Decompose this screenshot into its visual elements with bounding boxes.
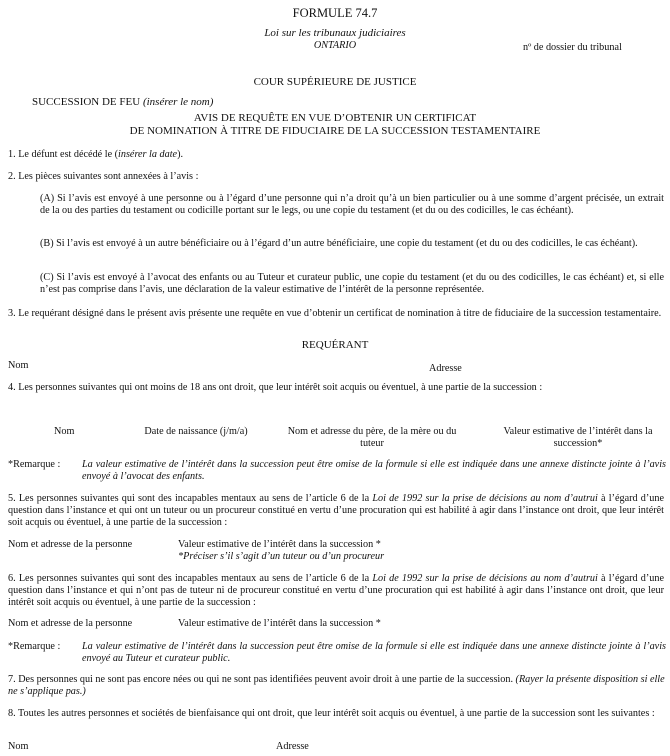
court-name: COUR SUPÉRIEURE DE JUSTICE [253,76,417,88]
item-5-col-name: Nom et adresse de la personne [8,539,133,550]
province: ONTARIO [313,40,357,51]
doc-title-line-2: DE NOMINATION À TITRE DE FIDUCIAIRE DE LA SUCCESSION TESTAMENTAIRE [129,125,541,137]
remark-2-text: La valeur estimative de l’intérêt dans la succession peut être omise de la formule si elle est indiquée dans une annexe distincte jointe à l’avis envoyé au Tuteur et curateur public. [82,641,666,664]
item-1-end: ). [177,149,184,160]
court-file-number-label: nº de dossier du tribunal [523,42,622,53]
estate-label: SUCCESSION DE FEU [32,96,143,108]
applicant-heading: REQUÉRANT [301,339,369,351]
estate-line [32,96,213,109]
minors-col-parents: Nom et adresse du père, de la mère ou du tuteur [287,426,457,449]
item-7 [8,674,668,698]
item-1-hint: insérer la date [118,149,178,160]
item-1-text: 1. Le défunt est décédé le ( [8,149,119,160]
item-8: 8. Toutes les autres personnes et sociétés de bienfaisance qui ont droit, que leur intérêt soit acquis ou éventuel, à une partie de la succession sont les suivantes : [8,708,655,719]
item-2b: (B) Si l’avis est envoyé à un autre bénéficiaire ou à l’égard d’un autre bénéficiaire, une copie du testament (et du ou des codicilles, le cas échéant). [40,238,638,249]
item-5-col-value: Valeur estimative de l’intérêt dans la succession * [178,539,381,550]
others-address-label: Adresse [276,741,309,752]
applicant-name-label: Nom [8,360,29,371]
item-6-after: à l’égard d’une question dans l’instance et qui n’ont pas de tuteur ni de procureur constitué en vertu d’une procuration qui est habilité à agir dans l’instance ont droit, que leur intérêt soit acquis ou éventuel, à une partie de la succession : [8,573,664,608]
item-6-col-value: Valeur estimative de l’intérêt dans la succession * [178,618,381,629]
law-title: Loi sur les tribunaux judiciaires [264,27,406,39]
others-name-label: Nom [8,741,29,752]
item-2: 2. Les pièces suivantes sont annexées à l’avis : [8,171,199,182]
item-6-law: Loi de 1992 sur la prise de décisions au nom d’autrui [372,573,598,584]
item-1 [8,149,183,161]
item-5-before: 5. Les personnes suivantes qui sont des incapables mentaux au sens de l’article 6 de la [8,493,373,504]
item-7-hint: (Rayer la présente disposition si elle ne s’applique pas.) [8,674,665,697]
estate-hint: (insérer le nom) [142,96,214,108]
item-5-after: à l’égard d’une question dans l’instance et qui ont un tuteur ou un procureur constitué en vertu d’une procuration qui est habilité à agir dans l’instance ont droit, que leur intérêt soit acquis ou éventuel, à une partie de la succession : [8,493,664,528]
item-6-col-name: Nom et adresse de la personne [8,618,133,629]
remark-1-label: *Remarque : [8,459,61,470]
minors-col-value: Valeur estimative de l’intérêt dans la succession* [503,426,653,449]
item-5 [8,493,664,529]
item-2c: (C) Si l’avis est envoyé à l’avocat des enfants ou au Tuteur et curateur public, une copie du testament (et du ou des codicilles, le cas échéant) et, si elle n’est pas comprise dans l’avis, une déclaration de la valeur estimative de l’intérêt de la personne représentée. [40,272,664,295]
doc-title-line-1: AVIS DE REQUÊTE EN VUE D’OBTENIR UN CERTIFICAT [193,112,477,124]
remark-1-text: La valeur estimative de l’intérêt dans la succession peut être omise de la formule si elle est indiquée dans une annexe distincte jointe à l’avis envoyé à l’avocat des enfants. [82,459,666,482]
item-5-col-note: *Préciser s’il s’agit d’un tuteur ou d’un procureur [178,551,385,562]
item-3: 3. Le requérant désigné dans le présent avis présente une requête en vue d’obtenir un certificat de nomination à titre de fiduciaire de la succession testamentaire. [8,308,662,319]
item-6 [8,573,664,609]
minors-col-name: Nom [54,426,75,437]
item-6-before: 6. Les personnes suivantes qui sont des incapables mentaux au sens de l’article 6 de la [8,573,373,584]
applicant-address-label: Adresse [429,363,462,374]
remark-2-label: *Remarque : [8,641,61,652]
form-title: FORMULE 74.7 [292,6,378,20]
item-7-text: 7. Des personnes qui ne sont pas encore nées ou qui ne sont pas identifiées peuvent avoir droit à une partie de la succession. [8,674,516,685]
minors-col-dob: Date de naissance (j/m/a) [144,426,248,437]
item-5-law: Loi de 1992 sur la prise de décisions au nom d’autrui [372,493,598,504]
item-2a: (A) Si l’avis est envoyé à une personne ou à l’égard d’une personne qui n’a droit qu’à un bien particulier ou à une somme d’argent précisée, un extrait de la ou des parties du testament ou codicille portant sur le legs, ou une copie du testament (et du ou des codicilles, le cas échéant). [40,193,664,216]
item-4: 4. Les personnes suivantes qui ont moins de 18 ans ont droit, que leur intérêt soit acquis ou éventuel, à une partie de la succession : [8,382,543,393]
